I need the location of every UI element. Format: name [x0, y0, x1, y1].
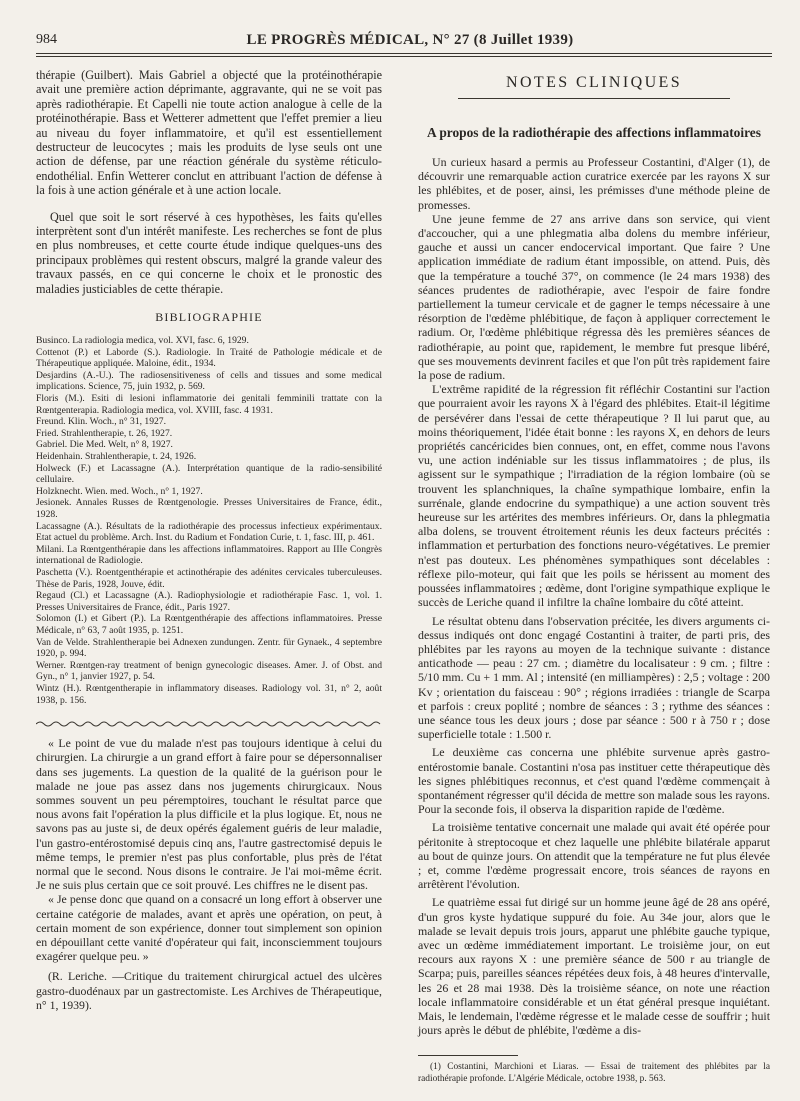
bibliography-entry: Jesionek. Annales Russes de Rœntgenologie. Presses Universitaires de France, édit., 1928.: [36, 497, 382, 520]
bibliography-entry: Wintz (H.). Rœntgentherapie in inflammatory diseases. Radiology vol. 31, n° 2, août 1938, p. 156.: [36, 682, 382, 706]
bibliography-entry: Regaud (Cl.) et Lacassagne (A.). Radiophysiologie et radiothérapie Fasc. 1, vol. 1. Presses Universitaires de France, édit., Paris 1927.: [36, 590, 382, 613]
decorative-wave-divider: [36, 720, 382, 728]
bibliography-list: [36, 335, 382, 706]
article-paragraph: La troisième tentative concernait une malade qui avait été opérée pour péritonite à streptocoque et chez laquelle une phlébite bilatérale apparut au bout de quinze jours. On attendit que la température ne fut plus élevée ; et, comme l'œdème progressait encore, trois séances de rayons en arrêtèrent l'évolution.: [418, 820, 770, 892]
bibliography-entry: Gabriel. Die Med. Welt, n° 8, 1927.: [36, 439, 173, 451]
bibliography-entry: Van de Velde. Strahlentherapie bei Adnexen zundungen. Zentr. für Gynaek., 4 septembre 1920, p. 994.: [36, 636, 382, 660]
leriche-quote: [36, 736, 382, 1012]
bibliography-entry: Werner. Rœntgen-ray treatment of benign gynecologic diseases. Amer. J. of Obst. and Gyn., n° 1, janvier 1927, p. 54.: [36, 659, 382, 683]
bibliography-entry: Milani. La Rœntgenthérapie dans les affections inflammatoires. Rapport au IIIe Congrès international de Radiologie.: [36, 543, 382, 567]
section-title: NOTES CLINIQUES: [506, 74, 682, 91]
section-rule: [458, 98, 730, 99]
running-title: LE PROGRÈS MÉDICAL, N° 27 (8 Juillet 1939): [246, 32, 574, 48]
article-body: [418, 155, 770, 1037]
bibliography-entry: Solomon (I.) et Gibert (P.). La Rœntgenthérapie des affections inflammatoires. Presse Médicale, n° 63, 7 août 1935, p. 1251.: [36, 613, 382, 636]
continued-paragraph: thérapie (Guilbert). Mais Gabriel a objecté que la protéinothérapie avait une première action déprimante, aggravante, qui ne se voit pas après radiothérapie. Et Capelli nie toute action analogue à celle de la protéinothérapie. Bass et Wetterer admettent que l'effet premier a lieu au niveau du foyer inflammatoire, et qu'il est essentiellement destructeur de leucocytes ; mais les produits de lyse seuls ont une action de défense, par une réaction générale du système réticulo-endothélial. Enfin Wetterer conclut en attribuant l'action de défense à la fois à une action générale et à une action locale.: [36, 68, 382, 198]
article-paragraph: Le quatrième essai fut dirigé sur un homme jeune âgé de 28 ans opéré, d'un gros kyste hydatique suppuré du foie. Au 34e jour, alors que le malade se levait depuis trois jours, apparut une phlébite gauche typique, avec un œdème immédiatement important. Le troisième jour, on eut recours aux rayons X : une première séance de 500 r au triangle de Scarpa; puis, pareilles séances répétées deux fois, à 48 heures d'intervalle, les 26 et 28 mai 1938. Dès la troisième séance, on note une réaction locale inflammatoire considérable et un état général presque inquiétant. Mais, le lendemain, l'œdème régresse et le malade cesse de souffrir ; huit jours après le début de phlébite, l'œdème a dis-: [418, 895, 770, 1038]
article-paragraph: Un curieux hasard a permis au Professeur Costantini, d'Alger (1), de découvrir une remarquable action curatrice exercée par les rayons X sur les phlébites, et de poser, ainsi, les prémisses d'une méthode pleine de promesses.: [418, 155, 770, 212]
footnote-rule: [418, 1055, 518, 1056]
article-paragraph: Une jeune femme de 27 ans arrive dans son service, qui vient d'accoucher, qui a une phlegmatia alba dolens du membre inférieur, gauche et aussi un cancer endocervical important. Que faire ? Une application immédiate de radium étant impossible, on attend. Puis, dès que la température a touché 37°, on commence (le 24 mars 1938) des séances prudentes de radiothérapie, avec l'espoir de faire fondre partiellement la tumeur cervicale et de gagner le temps nécessaire à une résorption de l'œdème phlébitique, de façon à appliquer correctement le radium. Or, l'œdème phlébitique régressa dès les premières séances de radiothérapie, au point que, rapidement, le membre fut presque libéré, que ses mouvements devinrent faciles et que l'on pût très rapidement faire la pose de radium.: [418, 211, 770, 383]
right-column: [418, 68, 770, 1085]
bibliography-entry: Businco. La radiologia medica, vol. XVI, fasc. 6, 1929.: [36, 335, 249, 347]
bibliography-entry: Holzknecht. Wien. med. Woch., n° 1, 1927.: [36, 485, 203, 497]
bibliography-entry: Fried. Strahlentherapie, t. 26, 1927.: [36, 427, 173, 439]
header-rule: [36, 53, 772, 54]
quote-paragraph: « Je pense donc que quand on a consacré un long effort à observer une certaine catégorie de malades, avant et après une opération, on peut, à certain moment de son expérience, donner tout simplement son opinion en dépouillant cette vanité d'opérateur qui fait, inconsciemment toujours exagérer quelque peu. »: [36, 892, 382, 964]
bibliography-entry: Lacassagne (A.). Résultats de la radiothérapie des processus infectieux expérimentaux. Etat actuel du problème. Arch. Inst. du Radium et Fondation Curie, t. 1, fasc. III, p. 461.: [36, 520, 382, 544]
bibliography-heading: BIBLIOGRAPHIE: [155, 310, 263, 325]
bibliography-entry: Heidenhain. Strahlentherapie, t. 24, 1926.: [36, 451, 197, 463]
article-paragraph: Le résultat obtenu dans l'observation précitée, les divers arguments ci-dessus indiqués ont donc engagé Costantini à traiter, de parti pris, des phlébites par les rayons au moyen de la technique suivante : distance anticathode — peau : 27 cm. ; diamètre du localisateur : 9 cm. ; filtre : 5/10 mm. Cu + 1 mm. Al ; intensité (en milliampères) : 2,5 ; voltage : 200 Kv ; orientation du faisceau : 90° ; régions irradiées : triangle de Scarpa et parfois : creux poplité ; nombre de séances : 3 ; rythme des séances : une séance tous les deux jours ; dose par séance : 500 r à 750 r ; dose superficielle totale : 1.500 r.: [418, 613, 770, 742]
page-number: 984: [36, 32, 57, 47]
article-title: A propos de la radiothérapie des affections inflammatoires: [427, 125, 761, 140]
bibliography-entry: Freund. Klin. Woch., n° 31, 1927.: [36, 416, 166, 428]
bibliography-entry: Desjardins (A.-U.). The radiosensitiveness of cells and tissues and some medical implications. Science, 75, juin 1932, p. 569.: [36, 369, 382, 393]
bibliography-entry: Cottenot (P.) et Laborde (S.). Radiologie. In Traité de Pathologie médicale et de Thérapeutique appliquée. Maloine, édit., 1934.: [36, 346, 382, 370]
bibliography-entry: Floris (M.). Esiti di lesioni inflammatorie dei genitali femminili trattate con la Rœntgenterapia. Radiologia medica, vol. XVIII, fasc. 4 1931.: [36, 393, 382, 416]
conclusion-paragraph: Quel que soit le sort réservé à ces hypothèses, les faits qu'elles interprètent sont d'un intérêt manifeste. Les recherches se font de plus en plus nombreuses, et cette courte étude indique quelques-uns des principaux problèmes qui restent obscurs, malgré la grande valeur des travaux passés, en ce qui concerne le choix et le pronostic des maladies justiciables de cette thérapie.: [36, 209, 382, 296]
bibliography-entry: Paschetta (V.). Roentgenthérapie et actinothérapie des adénites cervicales tuberculeuses. Thèse de Paris, 1928, Jouve, édit.: [36, 566, 382, 590]
article-paragraph: L'extrême rapidité de la régression fit réfléchir Costantini sur l'action que pourraient avoir les rayons X à l'égard des phlébites. Etait-il légitime de persévérer dans l'essai de cette thérapeutique ? Il lui parut que, au moins théoriquement, l'idée était bonne : les rayons X, en dehors de leurs propriétés cancéricides bien connues, ont, en effet, comme nous l'avons vu, une action indéniable sur les tissus inflammatoires ; de plus, ils agissent sur le sympathique ; l'irradiation de la région lombaire (où se trouvent les splanchniques, la chaîne sympathique lombaire, enfin la surrénale, glande endocrine du sympathique) a une action souvent très heureuse sur les artérites des membres inférieurs. Or, dans la phlegmatia alba dolens, se trouvent étroitement réunis les deux facteurs précités : inflammation et perturbation des fonctions neuro-végétatives. Le premier n'est pas douteux. Les phénomènes sympathiques sont décelables : réflexe pilo-moteur, qui fait que les poils se hérissent au moment des poussées inflammatoires ; œdème, dont l'origine sympathique explique le succès de Leriche quand il infiltre la chaîne lombaire du côté atteint.: [418, 382, 770, 610]
page-header: [36, 32, 784, 52]
quote-source: (R. Leriche. —Critique du traitement chirurgical actuel des ulcères gastro-duodénaux par un gastrectomiste. Les Archives de Thérapeutique, n° 1, 1939).: [36, 969, 382, 1012]
bibliography-entry: Holweck (F.) et Lacassagne (A.). Interprétation quantique de la radio-sensibilité cellulaire.: [36, 462, 382, 486]
footnote: (1) Costantini, Marchioni et Liaras. — Essai de traitement des phlébites par la radiothérapie profonde. L'Algérie Médicale, octobre 1938, p. 563.: [418, 1062, 770, 1084]
quote-paragraph: « Le point de vue du malade n'est pas toujours identique à celui du chirurgien. La chirurgie a un grand effort à faire pour se dépersonnaliser dans ses jugements. La question de la qualité de la guérison pour le malade ne joue pas assez dans nos jugements chirurgicaux. Nous sommes souvent un peu péremptoires, touchant le résultat parce que nous avons fait l'opération la plus difficile et la plus logique. Et, nous ne savons pas au juste si, de deux opérés également guéris de leur maladie, l'un gastro-entérostomisé depuis cinq ans, l'autre gastrectomisé depuis le même temps, le premier n'est pas plus confortable, plus près de l'état normal que le second. Nous disons le contraire. Je l'ai moi-même écrit. Je ne suis plus certain que ce soit prouvé. Les chiffres ne le disent pas.: [36, 736, 382, 893]
article-paragraph: Le deuxième cas concerna une phlébite survenue après gastro-entérostomie banale. Costantini n'osa pas instituer cette thérapeutique dès les signes phlébitiques reconnus, et c'est quand l'œdème commençait à spontanément régresser qu'il décida de mettre son malade sous les rayons. Pour la seconde fois, il observa la disparition rapide de l'œdème.: [418, 745, 770, 817]
header-rule-second: [36, 56, 772, 57]
left-column: [36, 68, 382, 1012]
